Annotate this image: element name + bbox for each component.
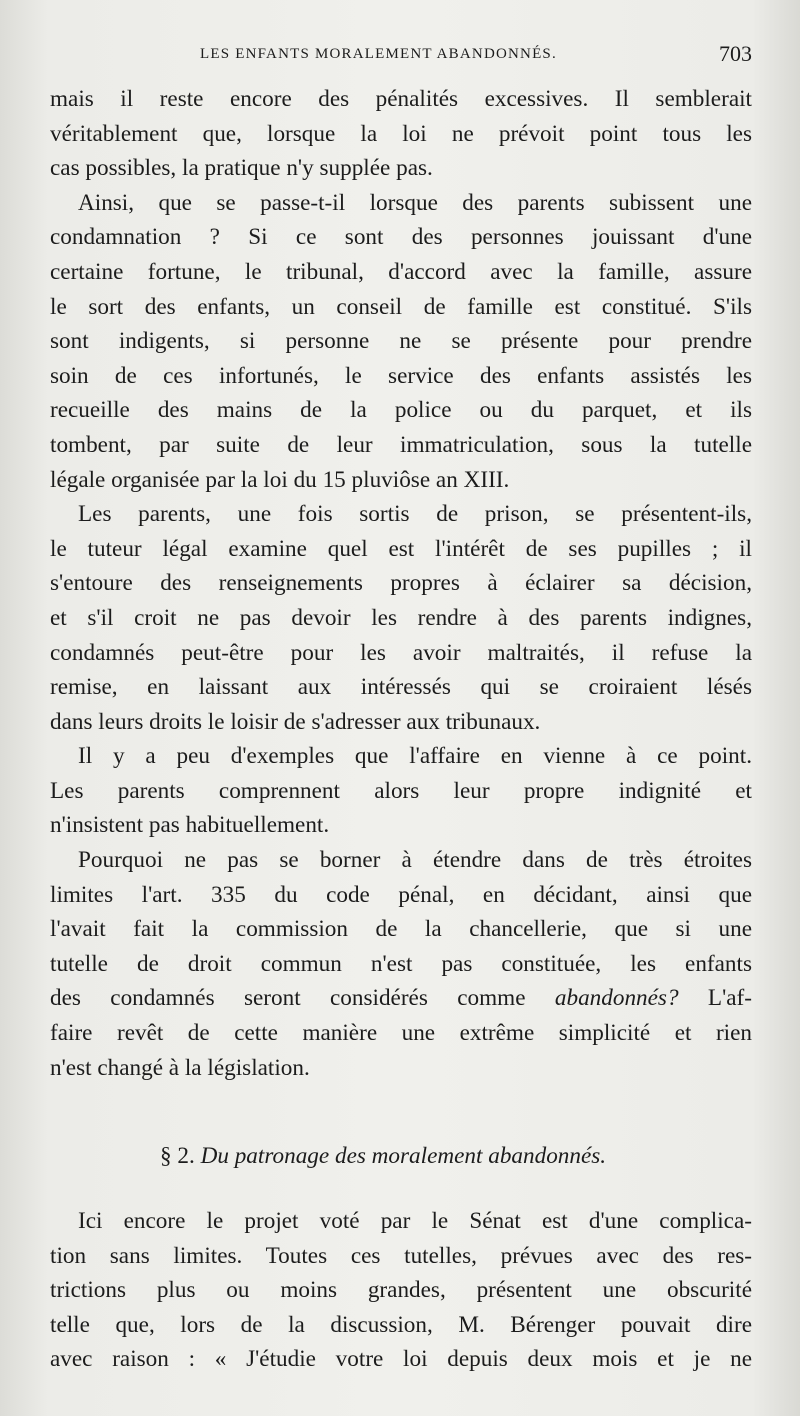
section-text bbox=[50, 1204, 752, 1377]
text-line: n'est changé à la législation. bbox=[50, 1054, 310, 1081]
text-line: faire revêt de cette manière une extrême simplicité et rien bbox=[50, 1020, 752, 1047]
running-header bbox=[0, 38, 800, 70]
text-line: le tuteur légal examine quel est l'intérêt de ses pupilles ; il bbox=[50, 535, 752, 562]
section-title: Du patronage des moralement abandonnés. bbox=[200, 1143, 607, 1169]
text-line: avec raison : « J'étudie votre loi depuis deux mois et je ne bbox=[50, 1346, 752, 1373]
running-title: LES ENFANTS MORALEMENT ABANDONNÉS. bbox=[200, 46, 557, 62]
text-line: telle que, lors de la discussion, M. Bérenger pouvait dire bbox=[50, 1311, 752, 1338]
text-line: sont indigents, si personne ne se présente pour prendre bbox=[50, 328, 752, 355]
text-line: Les parents, une fois sortis de prison, se présentent-ils, bbox=[78, 501, 752, 528]
text-line: mais il reste encore des pénalités excessives. Il semblerait bbox=[50, 86, 752, 112]
section-heading bbox=[160, 1136, 760, 1176]
text-line: dans leurs droits le loisir de s'adresser aux tribunaux. bbox=[50, 708, 541, 735]
text-segment: L'af- bbox=[678, 985, 752, 1012]
main-text bbox=[50, 82, 752, 1085]
text-line: l'avait fait la commission de la chancellerie, que si une bbox=[50, 916, 752, 943]
section-number: § 2. bbox=[160, 1143, 195, 1169]
text-line: remise, en laissant aux intéressés qui se croiraient lésés bbox=[50, 674, 752, 701]
text-line: le sort des enfants, un conseil de famille est constitué. S'ils bbox=[50, 293, 752, 320]
text-line: condamnés peut-être pour les avoir maltraités, il refuse la bbox=[50, 639, 752, 666]
text-line: et s'il croit ne pas devoir les rendre à des parents indignes, bbox=[50, 604, 752, 631]
text-line: Il y a peu d'exemples que l'affaire en vienne à ce point. bbox=[78, 743, 752, 770]
text-line: véritablement que, lorsque la loi ne prévoit point tous les bbox=[50, 120, 752, 147]
text-line: n'insistent pas habituellement. bbox=[50, 812, 330, 839]
text-line: tion sans limites. Toutes ces tutelles, prévues avec des res- bbox=[50, 1242, 752, 1269]
text-line: Pourquoi ne pas se borner à étendre dans de très étroites bbox=[78, 847, 752, 874]
text-line: cas possibles, la pratique n'y supplée pas. bbox=[50, 155, 433, 182]
text-line: Ainsi, que se passe-t-il lorsque des parents subissent une bbox=[78, 189, 752, 216]
text-line: limites l'art. 335 du code pénal, en décidant, ainsi que bbox=[50, 881, 752, 908]
text-line: s'entoure des renseignements propres à éclairer sa décision, bbox=[50, 570, 752, 597]
text-line: Les parents comprennent alors leur propre indignité et bbox=[50, 777, 752, 804]
text-line: légale organisée par la loi du 15 pluviôse an XIII. bbox=[50, 466, 510, 493]
text-line: tombent, par suite de leur immatriculation, sous la tutelle bbox=[50, 431, 752, 458]
text-line: soin de ces infortunés, le service des enfants assistés les bbox=[50, 362, 752, 389]
emphasized-word: abandonnés? bbox=[554, 985, 679, 1012]
text-line: trictions plus ou moins grandes, présentent une obscurité bbox=[50, 1277, 752, 1304]
text-line: certaine fortune, le tribunal, d'accord avec la famille, assure bbox=[50, 258, 752, 285]
text-segment: des condamnés seront considérés comme bbox=[50, 985, 526, 1012]
text-line-with-emphasis bbox=[50, 981, 752, 1016]
text-line: Ici encore le projet voté par le Sénat est d'une complica- bbox=[78, 1208, 752, 1234]
page-number: 703 bbox=[719, 41, 752, 66]
text-line: recueille des mains de la police ou du parquet, et ils bbox=[50, 397, 752, 424]
text-line: condamnation ? Si ce sont des personnes jouissant d'une bbox=[50, 224, 752, 251]
text-line: tutelle de droit commun n'est pas constituée, les enfants bbox=[50, 950, 752, 977]
